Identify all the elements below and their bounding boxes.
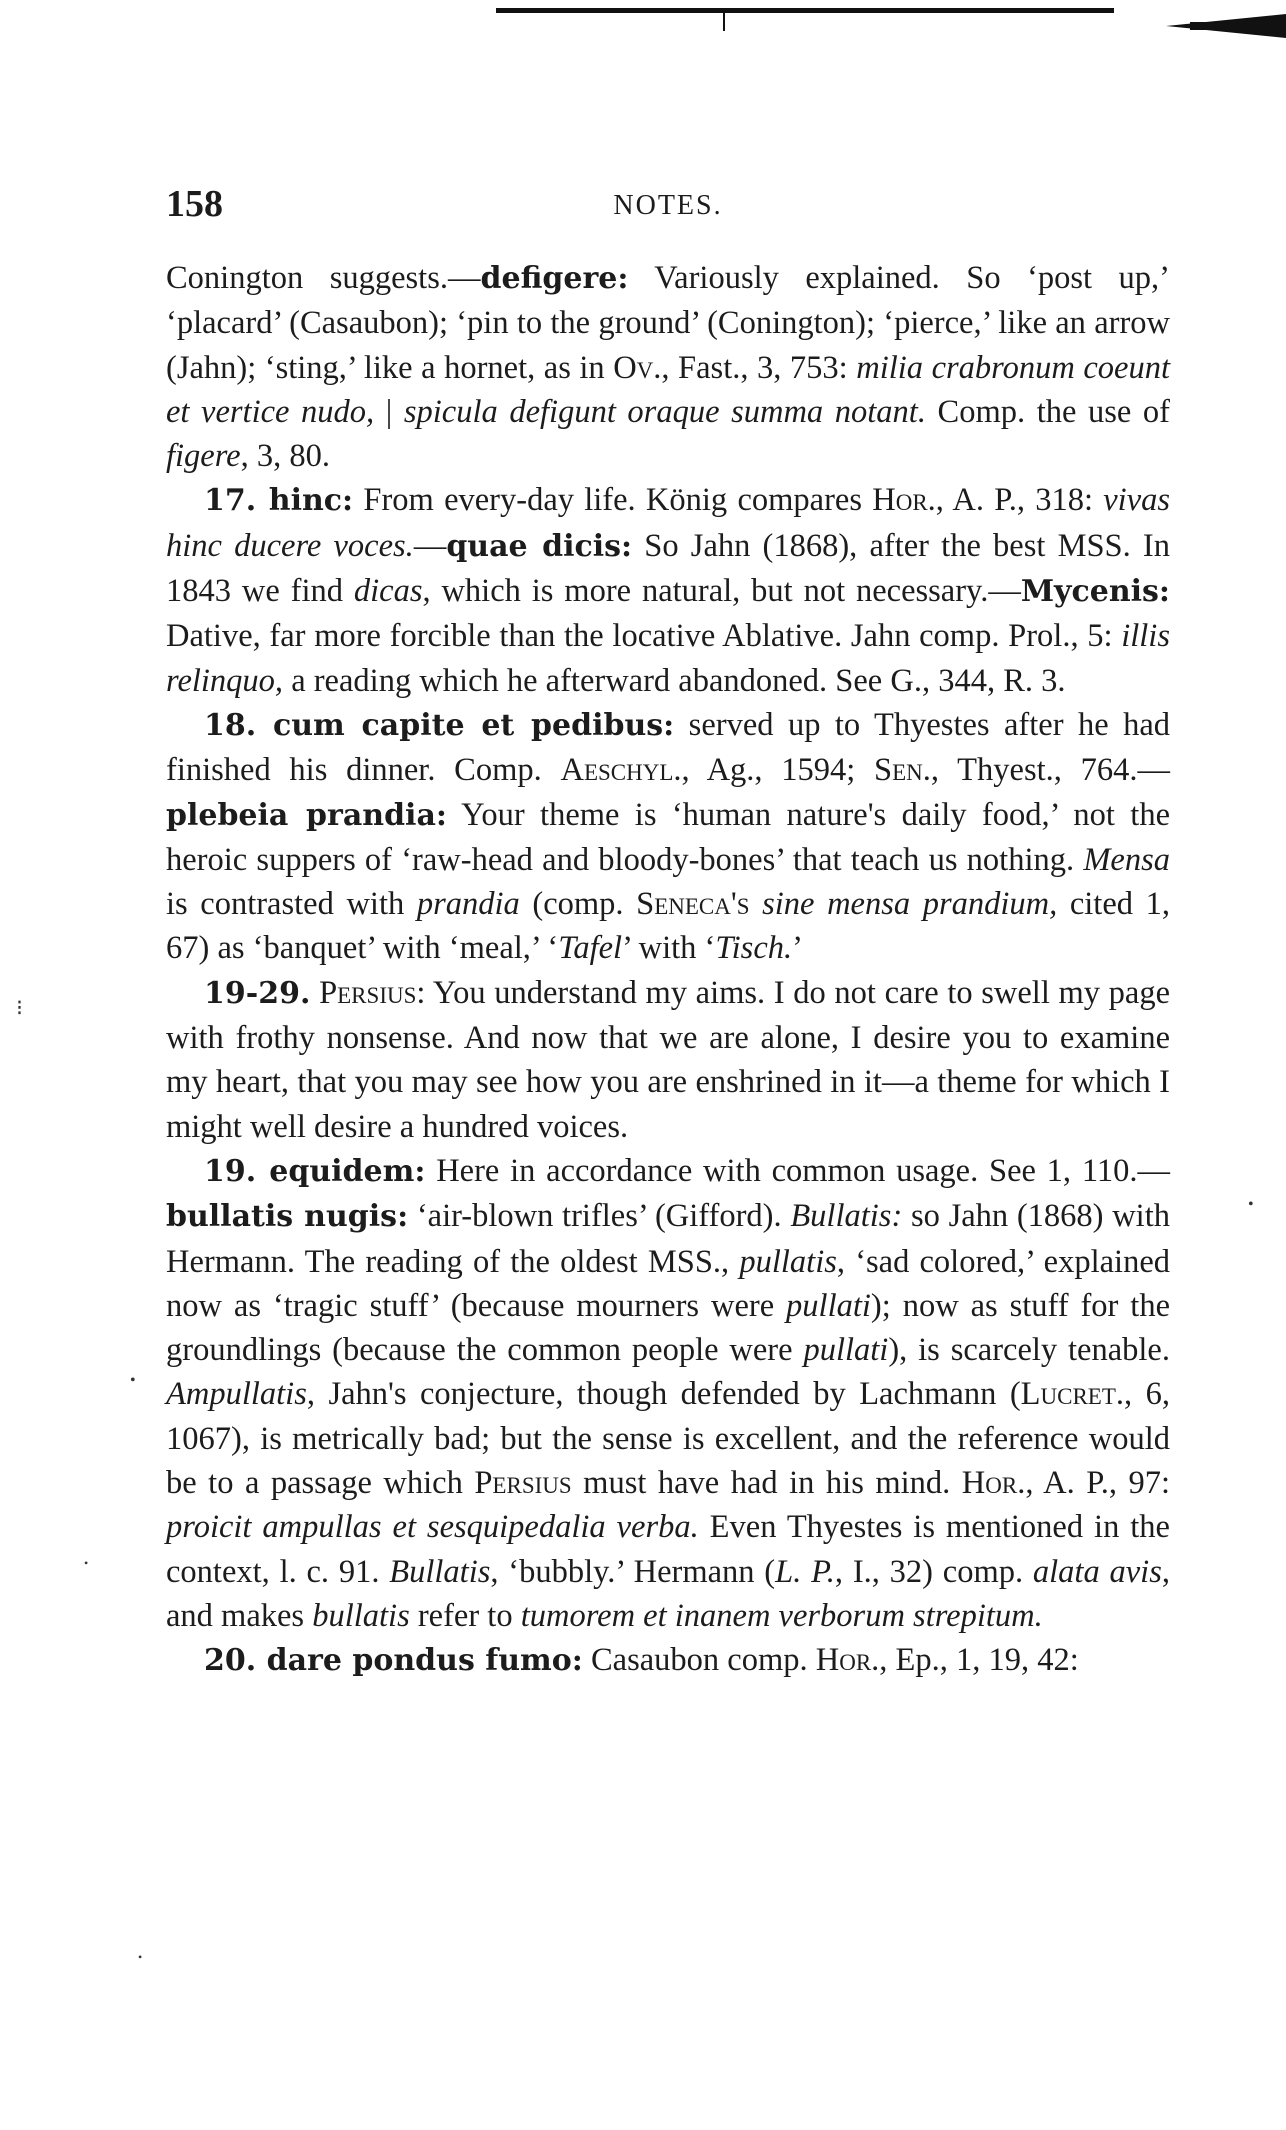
text-run: , which is more natural, but not necessary.— xyxy=(422,573,1021,610)
text-run: | xyxy=(374,393,404,430)
text-run: : You understand my aims. I do not care to swell my page with frothy nonsense. And now that we are alone, I desire you to examine my heart, that you may see how you are enshrined in it—a theme for which I might well desire a hundred voices. xyxy=(166,974,1171,1145)
author-name: Seneca's xyxy=(636,886,750,923)
author-name: Hor. xyxy=(815,1642,880,1679)
author-name: Persius xyxy=(474,1465,572,1502)
text-run: is contrasted with xyxy=(166,886,417,923)
latin-quote: prandia xyxy=(416,886,520,923)
text-run: ’ xyxy=(792,930,803,967)
latin-quote: proicit ampullas et sesquipedalia verba. xyxy=(166,1509,699,1546)
lemma-heading: 18. cum capite et pedibus: xyxy=(204,707,675,743)
latin-quote: L. P. xyxy=(775,1553,835,1590)
text-run: , I., 32) comp. xyxy=(834,1553,1033,1590)
note-paragraph xyxy=(166,1638,1170,1683)
text-run: Comp. the use of xyxy=(925,393,1170,430)
latin-quote: milia crabronum coeunt et vertice nudo, xyxy=(166,349,1170,430)
latin-quote: tumorem et inanem verborum strepitum. xyxy=(520,1597,1043,1634)
text-run: , Ep., 1, 19, 42: xyxy=(879,1642,1079,1679)
text-run: , A. P., 318: xyxy=(935,482,1104,519)
text-run: , A. P., 97: xyxy=(1025,1465,1170,1502)
margin-dot: • xyxy=(130,1372,136,1389)
notes-body xyxy=(166,256,1170,1684)
page-header xyxy=(166,182,1170,232)
note-paragraph xyxy=(166,256,1170,478)
latin-quote: pullati xyxy=(803,1332,889,1369)
note-paragraph xyxy=(166,703,1170,971)
latin-quote: spicula defigunt oraque summa notant. xyxy=(403,393,926,430)
latin-quote: Tisch. xyxy=(715,930,793,967)
note-paragraph xyxy=(166,478,1170,702)
text-run xyxy=(750,886,763,922)
text-run: Conington suggests.— xyxy=(166,260,481,296)
corner-arrow-tail xyxy=(1190,22,1286,30)
latin-quote: sine mensa prandium, xyxy=(762,886,1058,923)
text-run: , Thyest., 764.— xyxy=(930,752,1170,789)
text-run: ‘air-blown trifles’ (Gifford). xyxy=(408,1198,791,1235)
text-run: refer to xyxy=(409,1597,521,1634)
latin-quote: bullatis xyxy=(312,1597,410,1634)
text-run: Your theme is ‘human nature's daily food,’ not the heroic suppers of ‘raw-head and bloody-bones’ that teach us nothing. xyxy=(166,796,1170,878)
page-number: 158 xyxy=(166,183,223,225)
note-paragraph xyxy=(166,1149,1170,1638)
latin-quote: Ampullatis xyxy=(166,1376,307,1413)
margin-dot: • xyxy=(1248,1196,1254,1213)
text-run: Casaubon comp. xyxy=(582,1642,816,1679)
lemma-heading: 19-29. xyxy=(204,975,311,1011)
text-run: ), is scarcely tenable. xyxy=(888,1332,1170,1369)
author-name: Hor. xyxy=(961,1465,1026,1502)
latin-quote: dicas xyxy=(353,573,423,610)
text-run: a reading which he afterward abandoned. See G., 344, R. 3. xyxy=(283,662,1066,699)
lemma-heading: 17. hinc: xyxy=(204,483,354,519)
lemma-heading: 19. equidem: xyxy=(204,1153,426,1189)
lemma-heading: quae dicis: xyxy=(446,528,633,564)
latin-quote: Bullatis xyxy=(389,1553,491,1590)
author-name: Hor. xyxy=(872,482,936,519)
latin-quote: illis relinquo, xyxy=(166,618,1170,699)
text-run: served up to Thyestes after he had finished his dinner. Comp. xyxy=(166,706,1171,789)
latin-quote: Bullatis: xyxy=(790,1198,903,1235)
latin-quote: figere xyxy=(166,438,241,475)
author-name: Sen. xyxy=(874,752,931,789)
note-paragraph xyxy=(166,971,1170,1149)
top-rule xyxy=(496,8,1114,13)
running-head: NOTES. xyxy=(613,190,723,221)
text-run: cited 1, 67) as ‘banquet’ with ‘meal,’ ‘ xyxy=(166,886,1170,967)
text-run: From every-day life. König compares xyxy=(353,482,873,519)
lemma-heading: Mycenis: xyxy=(1020,574,1170,610)
text-run: , 3, 80. xyxy=(240,438,330,475)
lemma-heading: 20. dare pondus fumo: xyxy=(204,1643,583,1679)
text-run: (comp. xyxy=(519,886,637,923)
text-run: Dative, far more forcible than the locative Ablative. Jahn comp. Prol., 5: xyxy=(166,618,1122,655)
text-run: Even Thyestes is mentioned in the context, l. c. 91. xyxy=(166,1509,1170,1590)
text-run xyxy=(310,975,319,1011)
author-name: Lucret. xyxy=(1020,1376,1125,1413)
text-run: , Ag., 1594; xyxy=(681,752,875,789)
margin-dot: • xyxy=(84,1556,89,1570)
author-name: Persius xyxy=(319,974,417,1011)
lemma-heading: bullatis nugis: xyxy=(166,1199,409,1235)
text-run: , Fast., 3, 753: xyxy=(661,349,857,386)
latin-quote: pullati xyxy=(786,1287,871,1324)
margin-dot: • xyxy=(138,1950,143,1964)
latin-quote: pullatis xyxy=(739,1243,837,1280)
latin-quote: vivas hinc ducere voces. xyxy=(166,482,1171,564)
text-run: , 6, 1067), is metrically bad; but the sense is excellent, and the reference would be to a passage which xyxy=(166,1376,1171,1502)
author-name: Aeschyl. xyxy=(560,752,682,789)
text-run: ’ with ‘ xyxy=(622,930,716,967)
text-run: , ‘sad colored,’ explained now as ‘tragic stuff’ (because mourners were xyxy=(166,1243,1170,1324)
latin-quote: alata avis xyxy=(1032,1553,1162,1590)
author-name: Ov. xyxy=(613,349,662,386)
text-run: , Jahn's conjecture, though defended by Lachmann ( xyxy=(306,1376,1021,1413)
margin-speck: ⁝ xyxy=(16,995,23,1020)
text-run: Here in accordance with common usage. See 1, 110.— xyxy=(425,1152,1170,1189)
latin-quote: Tafel xyxy=(558,930,623,967)
text-run: ); now as stuff for the groundlings (because the common people were xyxy=(166,1287,1170,1369)
latin-quote: Mensa xyxy=(1083,841,1170,878)
text-run: so Jahn (1868) with Hermann. The reading of the oldest MSS., xyxy=(166,1198,1170,1280)
text-run: Variously explained. So ‘post up,’ ‘placard’ (Casaubon); ‘pin to the ground’ (Conington); ‘pierce,’ like an arrow (Jahn); ‘sting,’ like a hornet, as in xyxy=(166,260,1171,386)
text-run: must have had in his mind. xyxy=(571,1465,962,1502)
text-run: So Jahn (1868), after the best MSS. In 1843 we find xyxy=(166,527,1170,610)
text-run: , and makes xyxy=(166,1553,1170,1634)
top-rule-tick xyxy=(723,13,725,31)
lemma-heading: plebeia prandia: xyxy=(166,797,447,833)
lemma-heading: defigere: xyxy=(480,261,629,296)
text-run: — xyxy=(413,527,447,564)
text-run: , ‘bubbly.’ Hermann ( xyxy=(490,1553,776,1590)
